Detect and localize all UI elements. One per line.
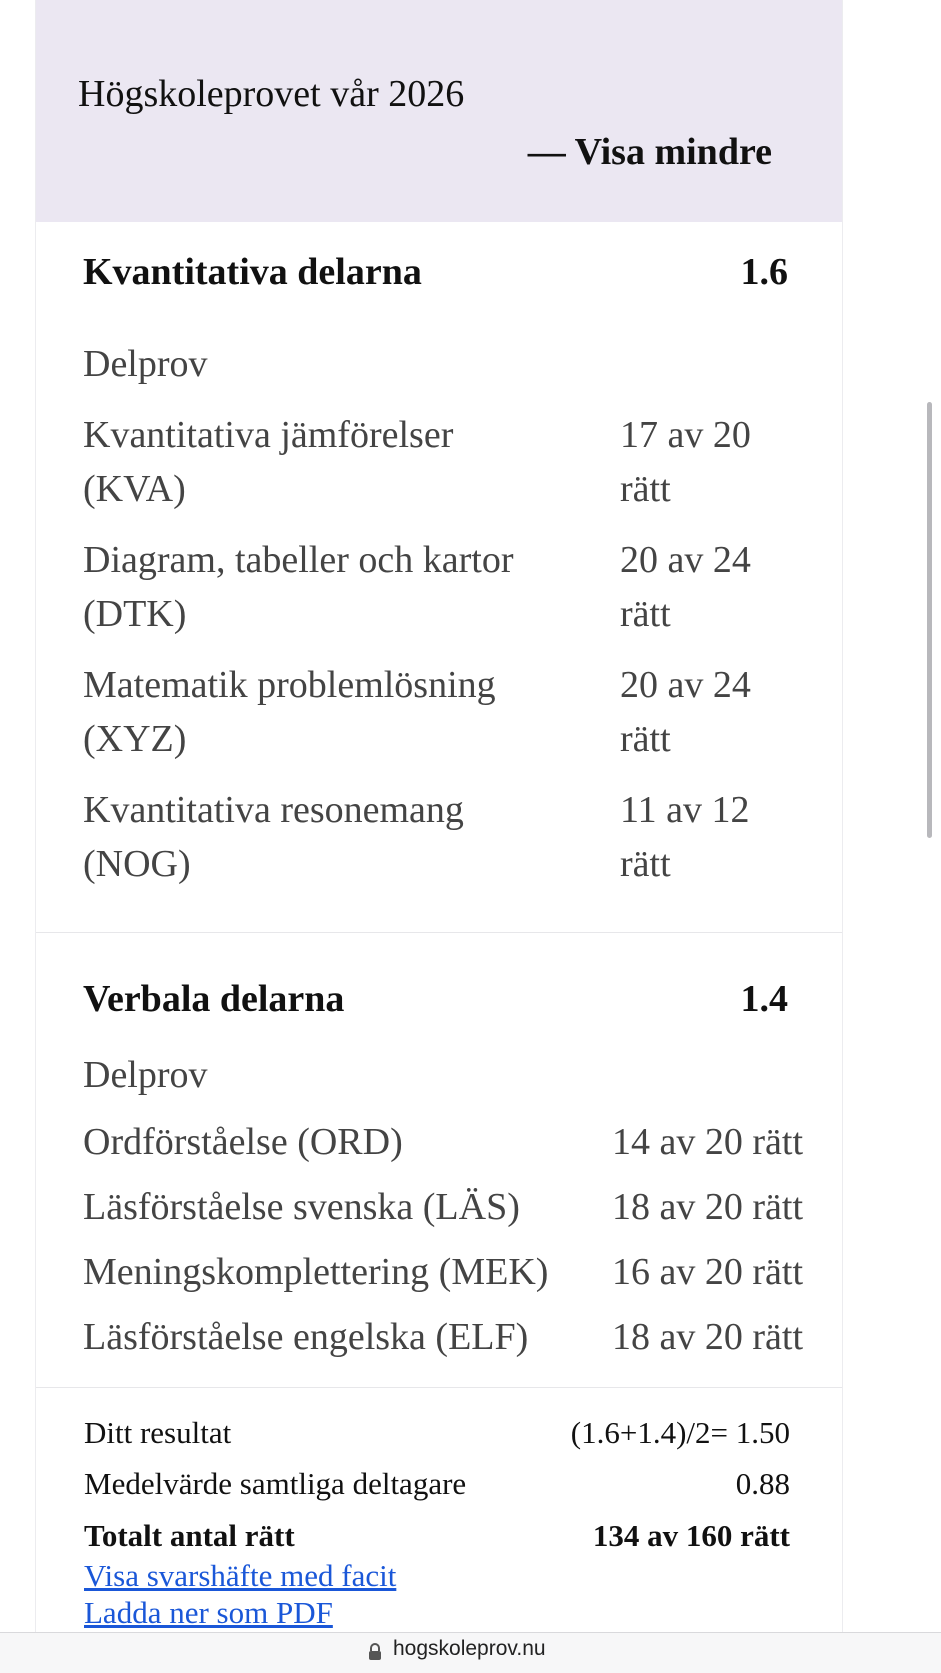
download-pdf-link[interactable]: Ladda ner som PDF bbox=[84, 1595, 333, 1630]
subtest-label: Diagram, tabeller och kartor (DTK) bbox=[83, 539, 514, 635]
subtest-score: 11 av 12 rätt bbox=[620, 789, 750, 885]
subtest-label: Läsförståelse engelska (ELF) bbox=[83, 1316, 529, 1358]
subtest-label: Ordförståelse (ORD) bbox=[83, 1121, 403, 1163]
subtest-label: Kvantitativa jämförelser (KVA) bbox=[83, 414, 454, 510]
average-row bbox=[84, 1466, 790, 1506]
total-value: 134 av 160 rätt bbox=[592, 1518, 790, 1553]
show-less-toggle[interactable]: — Visa mindre bbox=[527, 131, 772, 173]
verbal-section-title: Verbala delarna bbox=[83, 978, 345, 1020]
subtest-score: 16 av 20 rätt bbox=[612, 1251, 804, 1293]
subtest-label: Matematik problemlösning (XYZ) bbox=[83, 664, 496, 760]
verbal-section-score: 1.4 bbox=[740, 978, 788, 1020]
subtest-label: Kvantitativa resonemang (NOG) bbox=[83, 789, 464, 885]
result-value: (1.6+1.4)/2= 1.50 bbox=[570, 1415, 790, 1450]
exam-title: Högskoleprovet vår 2026 bbox=[78, 73, 465, 115]
subtest-score: 20 av 24 rätt bbox=[620, 664, 751, 760]
quantitative-section-score: 1.6 bbox=[740, 251, 788, 293]
total-row bbox=[84, 1518, 790, 1558]
quantitative-section-title: Kvantitativa delarna bbox=[83, 251, 422, 293]
section-divider bbox=[36, 932, 842, 933]
subtest-score: 20 av 24 rätt bbox=[620, 539, 751, 635]
answer-sheet-link[interactable]: Visa svarshäfte med facit bbox=[84, 1558, 397, 1593]
subtest-score: 18 av 20 rätt bbox=[612, 1316, 804, 1358]
scrollbar[interactable] bbox=[927, 402, 932, 838]
subtest-score: 18 av 20 rätt bbox=[612, 1186, 804, 1228]
subtest-label: Läsförståelse svenska (LÄS) bbox=[83, 1186, 520, 1228]
average-value: 0.88 bbox=[735, 1466, 790, 1501]
header-band bbox=[36, 0, 842, 222]
lock-icon bbox=[368, 1643, 382, 1661]
result-label: Ditt resultat bbox=[84, 1415, 232, 1450]
total-label: Totalt antal rätt bbox=[84, 1518, 295, 1553]
subtest-score: 17 av 20 rätt bbox=[620, 414, 751, 510]
subtest-score: 14 av 20 rätt bbox=[612, 1121, 804, 1163]
url-bar[interactable] bbox=[0, 1632, 941, 1673]
url-domain: hogskoleprov.nu bbox=[393, 1637, 546, 1660]
verbal-delprov-label: Delprov bbox=[83, 1054, 208, 1096]
quantitative-delprov-label: Delprov bbox=[83, 343, 208, 385]
average-label: Medelvärde samtliga deltagare bbox=[84, 1466, 467, 1501]
results-card bbox=[35, 0, 843, 1632]
result-row bbox=[84, 1415, 790, 1455]
section-divider bbox=[36, 1387, 842, 1388]
subtest-label: Meningskomplettering (MEK) bbox=[83, 1251, 549, 1293]
